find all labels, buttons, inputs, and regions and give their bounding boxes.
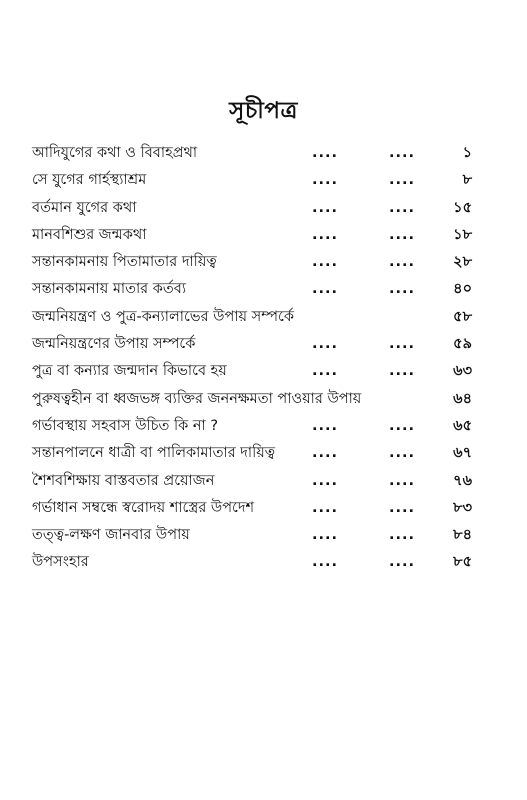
toc-row xyxy=(32,498,472,525)
toc-leader-dots: .... xyxy=(312,527,339,544)
toc-leader-dots: .... xyxy=(312,145,339,161)
toc-leader-dots: .... xyxy=(312,336,339,353)
toc-page-number: ১ xyxy=(462,145,472,161)
toc-entry-title: সন্তানকামনায় পিতামাতার দায়িত্ব xyxy=(32,254,217,271)
toc-row xyxy=(32,416,472,443)
toc-leader-dots: .... xyxy=(389,145,416,161)
toc-page-number: ৮৫ xyxy=(453,554,472,571)
toc-row xyxy=(32,225,472,252)
toc-row xyxy=(32,252,472,279)
toc-page-number: ৬৩ xyxy=(453,363,472,380)
toc-row xyxy=(32,525,472,552)
toc-row xyxy=(32,552,472,579)
toc-page-number: ২৮ xyxy=(453,254,472,271)
toc-page-number: ১৫ xyxy=(453,199,472,216)
toc-page-number: ৬৫ xyxy=(453,417,472,434)
toc-entry-title: জন্মনিয়ন্ত্রণের উপায় সম্পর্কে xyxy=(32,336,196,353)
toc-row xyxy=(32,443,472,470)
toc-entry-title: মানবশিশুর জন্মকথা xyxy=(32,226,147,243)
toc-leader-dots: .... xyxy=(312,554,339,571)
toc-entry-title: সন্তানকামনায় মাতার কর্তব্য xyxy=(32,281,187,298)
toc-entry-title: বর্তমান যুগের কথা xyxy=(32,199,137,216)
toc-row xyxy=(32,170,472,197)
toc-page-number: ১৮ xyxy=(453,226,472,243)
toc-leader-dots: .... xyxy=(389,254,416,271)
toc-entry-title: আদিযুগের কথা ও বিবাহপ্রথা xyxy=(32,145,198,161)
toc-leader-dots: .... xyxy=(389,281,416,298)
toc-entry-title: সে যুগের গার্হস্থ্যাশ্রম xyxy=(32,172,147,189)
toc-page-number: ৮ xyxy=(462,172,472,189)
toc-leader-dots: .... xyxy=(389,554,416,571)
toc-page-number: ৫৮ xyxy=(453,308,472,325)
toc-page-number: ৮৪ xyxy=(453,527,472,544)
toc-leader-dots: .... xyxy=(312,172,339,189)
toc-leader-dots: .... xyxy=(389,363,416,380)
toc-page-number: ৪০ xyxy=(453,281,472,298)
toc-leader-dots: .... xyxy=(389,472,416,489)
toc-leader-dots: .... xyxy=(312,226,339,243)
toc-row xyxy=(32,361,472,388)
toc-leader-dots: .... xyxy=(312,499,339,516)
toc-leader-dots: .... xyxy=(389,417,416,434)
toc-entry-title: পুত্র বা কন্যার জন্মদান কিভাবে হয় xyxy=(32,363,227,380)
toc-row xyxy=(32,334,472,361)
toc-leader-dots: .... xyxy=(389,336,416,353)
toc-entry-title: গর্ভাবস্থায় সহবাস উচিত কি না ? xyxy=(32,417,219,434)
toc-row xyxy=(32,198,472,225)
toc-entry-title: শৈশবশিক্ষায় বাস্তবতার প্রয়োজন xyxy=(32,472,215,489)
toc-leader-dots: .... xyxy=(312,472,339,489)
toc-page-number: ৭৬ xyxy=(453,472,472,489)
toc-entry-title: উপসংহার xyxy=(32,554,89,571)
table-of-contents xyxy=(32,143,472,580)
toc-row xyxy=(32,389,472,416)
toc-leader-dots: .... xyxy=(312,417,339,434)
toc-page-number: ৬৪ xyxy=(453,390,472,407)
toc-leader-dots: .... xyxy=(312,281,339,298)
toc-leader-dots: .... xyxy=(389,226,416,243)
toc-leader-dots: .... xyxy=(312,254,339,271)
toc-row xyxy=(32,471,472,498)
toc-leader-dots: .... xyxy=(389,445,416,462)
toc-row xyxy=(32,307,472,334)
toc-page-number: ৮৩ xyxy=(453,499,472,516)
toc-entry-title: তত্ত্ব-লক্ষণ জানবার উপায় xyxy=(32,527,190,544)
toc-leader-dots: .... xyxy=(389,499,416,516)
toc-leader-dots: .... xyxy=(312,445,339,462)
toc-leader-dots: .... xyxy=(389,172,416,189)
page-title: সূচীপত্র xyxy=(229,98,298,124)
toc-leader-dots: .... xyxy=(389,527,416,544)
toc-row xyxy=(32,143,472,170)
toc-page-number: ৫৯ xyxy=(453,336,472,353)
toc-entry-title: গর্ভাধান সম্বন্ধে স্বরোদয় শাস্ত্রের উপদেশ xyxy=(32,499,255,516)
toc-leader-dots: .... xyxy=(312,363,339,380)
toc-leader-dots: .... xyxy=(312,199,339,216)
toc-row xyxy=(32,279,472,306)
toc-entry-title: সন্তানপালনে ধাত্রী বা পালিকামাতার দায়িত্ব xyxy=(32,445,276,462)
toc-entry-title: জন্মনিয়ন্ত্রণ ও পুত্র-কন্যালাভের উপায় সম্পর্কে xyxy=(32,308,295,325)
toc-leader-dots: .... xyxy=(389,199,416,216)
toc-page-number: ৬৭ xyxy=(453,445,472,462)
toc-entry-title: পুরুষত্বহীন বা ধ্বজভঙ্গ ব্যক্তির জননক্ষমতা পাওয়ার উপায় xyxy=(32,390,362,407)
